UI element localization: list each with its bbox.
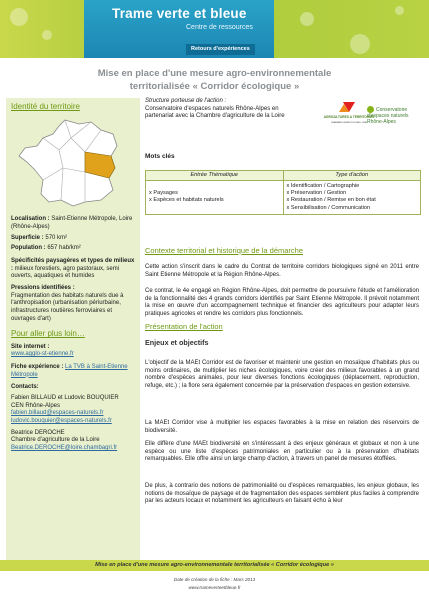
main-content: [145, 98, 423, 505]
kw-thematique-item: x Espèces et habitats naturels: [149, 197, 280, 204]
page-title-line2: territorialisée « Corridor écologique »: [129, 80, 300, 92]
more-heading: Pour aller plus loin…: [11, 329, 85, 339]
sidebar-heading: Identité du territoire: [11, 102, 80, 111]
page-title-line1: Mise en place d'une mesure agro-environnementale: [97, 68, 332, 79]
section-contexte-title: Contexte territorial et historique de la démarche: [145, 246, 303, 255]
fiche-link[interactable]: La TVB à Saint-Etienne Métropole: [11, 363, 128, 378]
decor-dot: [42, 30, 52, 40]
site-internet: Site internet : www.agglo-st-etienne.fr: [11, 343, 74, 358]
contacts-label: Contacts:: [11, 384, 39, 391]
kw-col2-header: Type d'action: [283, 171, 421, 181]
kw-col2-cell: [283, 181, 421, 215]
contact2: Beatrice DEROCHE Chambre d'agriculture de la Loire Beatrice.DEROCHE@loire.chambagri.fr: [11, 429, 118, 451]
section-enjeux-p4: De plus, à contrario des notions de patrimonialité ou d'espèces remarquables, les enjeux globaux, les notions de mosaïque de paysage et de fragmentation des espaces semblent plus faciles à comprendre par les acteurs locaux et notamment les agriculteurs en faisant écho à leur: [145, 483, 419, 505]
brand-title[interactable]: Trame verte et bleue: [112, 6, 247, 21]
section-enjeux-title: Enjeux et objectifs: [145, 338, 209, 347]
header-banner: [0, 0, 429, 58]
specificites-info: Spécificités paysagères et types de milieux : milieux forestiers, agro pastoraux, semi ouverts, aquatiques et humides: [11, 257, 135, 280]
section-enjeux-p2: La MAEt Corridor vise à multiplier les espaces favorables à la mise en relation des réservoirs de biodiversité.: [145, 420, 419, 434]
section-presentation-title: Présentation de l'action: [145, 322, 223, 331]
brand-subtitle: Centre de ressources: [186, 24, 253, 31]
pressions-info: Pressions identifiées : Fragmentation des habitats naturels due à l'anthropisation (urbanisation périurbaine, infrastructures routières ferroviaires et ouvrages d'art): [11, 284, 124, 322]
logo1-sub: CHAMBRE D'AGRICULTURE LOIRE: [330, 122, 368, 124]
email-link[interactable]: fabien.billaud@espaces-naturels.fr: [11, 410, 104, 417]
cen-logo: Conservatoire d'espaces naturels Rhône-Alpes: [367, 106, 409, 125]
porteur-block: [145, 98, 305, 121]
kw-action-item: x Restauration / Remise en bon état: [287, 197, 418, 204]
kw-col1-header: Entrée Thématique: [146, 171, 284, 181]
section-enjeux-p1: L'objectif de la MAEt Corridor est de favoriser et maintenir une gestion en mosaïque d'habitats plus ou moins ordinaires, de multiplier les niches écologiques, voire créer des milieux favorables à un grand nombre d'espèces animales, pour leur diverses fonctions écologiques (déplacement, reproduction, refuge, etc.) ; la flore sera également concernée par la préservation d'espaces en gestion extensive.: [145, 360, 419, 390]
localisation-info: Localisation : Saint-Etienne Métropole, Loire (Rhône-Alpes): [11, 216, 133, 230]
kw-col1-cell: [146, 181, 284, 215]
fiche-experience: Fiche expérience : La TVB à Saint-Etienne Métropole: [11, 363, 128, 378]
email-link[interactable]: Beatrice.DEROCHE@loire.chambagri.fr: [11, 444, 118, 451]
sidebar-territory: [6, 98, 140, 560]
kw-action-item: x Sensibilisation / Communication: [287, 205, 418, 212]
kw-thematique-item: x Paysages: [149, 190, 280, 197]
decor-dot: [10, 8, 28, 26]
kw-action-item: x Identification / Cartographie: [287, 183, 418, 190]
keywords-title: Mots clés: [145, 153, 175, 160]
contact1: Fabien BILLAUD et Ludovic BOUQUIER CEN Rhône-Alpes fabien.billaud@espaces-naturels.fr ludovic.bouquier@espaces-naturels.fr: [11, 394, 119, 424]
kw-action-item: x Préservation / Gestion: [287, 190, 418, 197]
france-map-icon: [13, 116, 133, 210]
category-tag[interactable]: Retours d'expériences: [186, 44, 255, 55]
keywords-table: [145, 170, 421, 215]
email-link[interactable]: ludovic.bouquier@espaces-naturels.fr: [11, 417, 112, 424]
section-contexte-p2: Ce contrat, le 4e engagé en Région Rhône-Alpes, doit permettre de poursuivre l'étude et l'amélioration de la fonctionnalité des 4 grands corridors identifiés par Saint Etienne Métropole. Il prévoit notamment la mise en œuvre d'un accompagnement technique et financier des agriculteurs pour adapter leurs pratiques agricoles et rendre les corridors plus fonctionnels.: [145, 288, 419, 318]
cen-logo-icon: [367, 106, 374, 113]
section-enjeux-p3: Elle diffère d'une MAEt biodiversité en s'intéressant à des enjeux généraux et globaux et non à une espèce ou une liste d'espèces patrimoniales en particulier ou à la préservation d'habitats remarquables. Elle offre ainsi un large champ d'action, à travers un panel de mesures étoffées.: [145, 441, 419, 463]
section-contexte-p1: Cette action s'inscrit dans le cadre du Contrat de territoire corridors biologiques signé en 2011 entre Saint Etienne Métropole et la Région Rhône-Alpes.: [145, 264, 419, 278]
decor-dot: [300, 12, 314, 26]
logo1-text: AGRICULTURES & TERRITOIRES: [323, 115, 375, 119]
decor-dot: [350, 34, 370, 54]
footer-url[interactable]: www.trameverteetbleue.fr: [188, 585, 241, 590]
page-title: [0, 68, 429, 94]
porteur-label: Structure porteuse de l'action :: [145, 98, 227, 104]
footer-date: Date de création de la fiche : Mars 2013: [173, 577, 256, 582]
chambre-agriculture-logo: [323, 100, 375, 126]
decor-dot: [395, 6, 404, 15]
porteur-value: Conservatoire d'espaces naturels Rhône-Alpes en partenariat avec la Chambre d'agriculture de la Loire: [145, 105, 285, 120]
superficie-info: Superficie : 570 km²: [11, 234, 68, 241]
site-link[interactable]: www.agglo-st-etienne.fr: [11, 351, 74, 358]
footer-bar: Mise en place d'une mesure agro-environnementale territorialisée « Corridor écologique »: [0, 560, 429, 571]
population-info: Population : 657 hab/km²: [11, 245, 81, 252]
